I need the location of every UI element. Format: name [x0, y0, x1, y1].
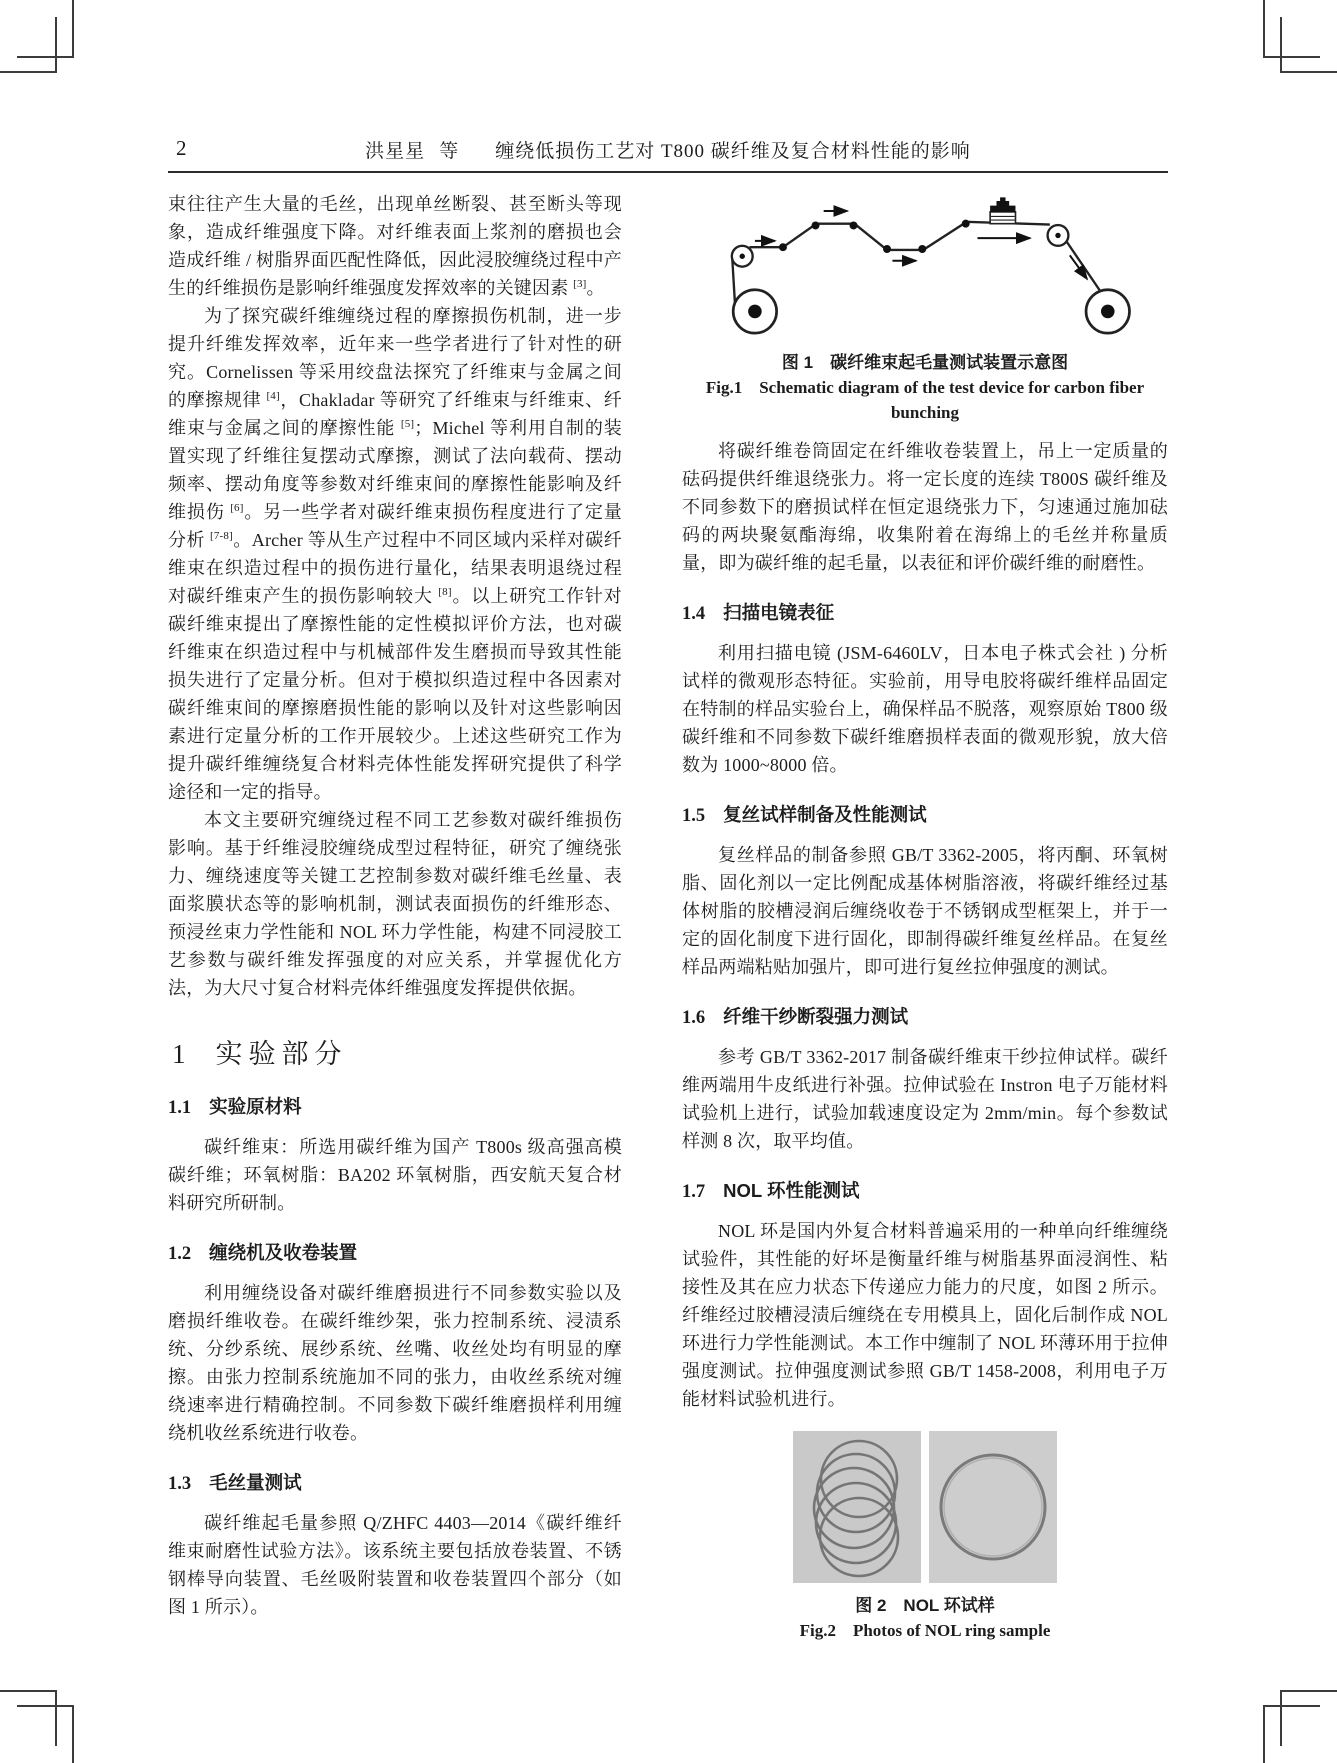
pulley-left-icon: [732, 246, 753, 267]
fig2-caption-cn: 图 2 NOL 环试样: [855, 1596, 995, 1615]
paragraph-intro-2: 为了探究碳纤维缠绕过程的摩擦损伤机制，进一步提升纤维发挥效率，近年来一些学者进行了针对性的研究。Cornelissen 等采用绞盘法探究了纤维束与金属之间的摩擦规律 [4]，Chakladar 等研究了纤维束与纤维束、纤维束与金属之间的摩擦性能 [5]；Michel 等利用自制的装置实现了纤维往复摆动式摩擦，测试了法向载荷、摆动频率、摆动角度等参数对纤维束间的摩擦性能影响及纤维损伤 [6]。另一些学者对碳纤维束损伤程度进行了定量分析 [7-8]。Archer 等从生产过程中不同区域内采样对碳纤维束在织造过程中的损伤进行量化，结果表明退绕过程对碳纤维束产生的损伤影响较大 [8]。以上研究工作针对碳纤维束提出了摩擦性能的定性模拟评价方法，也对碳纤维束在织造过程中与机械部件发生磨损而导致其性能损失进行了定量分析。但对于模拟织造过程中各因素对碳纤维束间的摩擦磨损性能的影响以及针对这些影响因素进行定量分析的工作开展较少。上述这些研究工作为提升碳纤维缠绕复合材料壳体性能发挥研究提供了科学途径和一定的指导。: [168, 306, 622, 802]
figure-1: [682, 192, 1168, 425]
fiber-test-device-diagram: [682, 192, 1168, 344]
spool-right-icon: [1086, 290, 1129, 333]
crop-mark-bottom-left: [0, 1683, 80, 1763]
paragraph-fuzz-test: 将碳纤维卷筒固定在纤维收卷装置上，吊上一定质量的砝码提供纤维退绕张力。将一定长度的连续 T800S 碳纤维及不同参数下的磨损试样在恒定退绕张力下，匀速通过施加砝码的两块聚氨酯海绵，收集附着在海绵上的毛丝并称量质量，即为碳纤维的起毛量，以表征和评价碳纤维的耐磨性。: [682, 441, 1168, 573]
paragraph-1-1: 碳纤维束：所选用碳纤维为国产 T800s 级高强高模碳纤维；环氧树脂：BA202 环氧树脂，西安航天复合材料研究所研制。: [168, 1137, 622, 1213]
nol-rings-stacked-photo: [793, 1431, 921, 1583]
subsection-heading-1-3: 1.3 毛丝量测试: [168, 1472, 302, 1494]
fig2-photos: [682, 1431, 1168, 1583]
paragraph-1-6: 参考 GB/T 3362-2017 制备碳纤维束干纱拉伸试样。碳纤维两端用牛皮纸进行补强。拉伸试验在 Instron 电子万能材料试验机上进行，试验加载速度设定为 2mm/min。每个参数试样测 8 次，取平均值。: [682, 1047, 1168, 1151]
running-paper-title: 缠绕低损伤工艺对 T800 碳纤维及复合材料性能的影响: [495, 141, 971, 162]
section-title: 实验部分: [215, 1039, 348, 1069]
crop-mark-bottom-right: [1257, 1683, 1337, 1763]
subsection-heading-1-7: 1.7 NOL 环性能测试: [682, 1180, 860, 1202]
paragraph-1-3: 碳纤维起毛量参照 Q/ZHFC 4403—2014《碳纤维纤维束耐磨性试验方法》。该系统主要包括放卷装置、不锈钢棒导向装置、毛丝吸附装置和收卷装置四个部分（如图 1 所示）。: [168, 1513, 622, 1617]
paragraph-1-4: 利用扫描电镜 (JSM-6460LV，日本电子株式会社 ) 分析试样的微观形态特征。实验前，用导电胶将碳纤维样品固定在特制的样品实验台上，确保样品不脱落，观察原始 T800 级碳纤维和不同参数下碳纤维磨损样表面的微观形貌，放大倍数为 1000~8000 倍。: [682, 643, 1168, 775]
running-etal: 等: [439, 141, 460, 162]
direction-arrows: [755, 211, 1087, 279]
crop-mark-top-left: [0, 0, 80, 80]
header-rule: [168, 171, 1168, 173]
fig2-caption-en: Fig.2 Photos of NOL ring sample: [799, 1621, 1051, 1640]
paragraph-intro-3: 本文主要研究缠绕过程不同工艺参数对碳纤维损伤影响。基于纤维浸胶缠绕成型过程特征，研究了缠绕张力、缠绕速度等关键工艺控制参数对碳纤维毛丝量、表面浆膜状态等的影响机制，测试表面损伤的纤维形态、预浸丝束力学性能和 NOL 环力学性能，构建不同浸胶工艺参数与碳纤维发挥强度的对应关系，并掌握优化方法，为大尺寸复合材料壳体纤维强度发挥提供依据。: [168, 810, 622, 998]
nol-ring-single-photo: [929, 1431, 1057, 1583]
left-column: [168, 190, 622, 1643]
two-column-body: [168, 190, 1168, 1643]
subsection-heading-1-5: 1.5 复丝试样制备及性能测试: [682, 804, 927, 826]
figure-2: [682, 1431, 1168, 1643]
crop-mark-top-right: [1257, 0, 1337, 80]
subsection-heading-1-4: 1.4 扫描电镜表征: [682, 602, 835, 624]
subsection-heading-1-6: 1.6 纤维干纱断裂强力测试: [682, 1006, 909, 1028]
running-title: [168, 136, 1168, 163]
fig1-caption-cn: 图 1 碳纤维束起毛量测试装置示意图: [781, 353, 1069, 372]
paragraph-1-2: 利用缠绕设备对碳纤维磨损进行不同参数实验以及磨损纤维收卷。在碳纤维纱架，张力控制系统、浸渍系统、分纱系统、展纱系统、丝嘴、收丝处均有明显的摩擦。由张力控制系统施加不同的张力，由收丝系统对缠绕速率进行精确控制。不同参数下碳纤维磨损样利用缠绕机收丝系统进行收卷。: [168, 1283, 622, 1443]
fiber-path: [732, 222, 1100, 304]
fig1-schematic: [682, 192, 1168, 344]
running-author: 洪星星: [365, 141, 426, 162]
weight-sponge-icon: [990, 197, 1015, 223]
paragraph-1-7: NOL 环是国内外复合材料普遍采用的一种单向纤维缠绕试验件，其性能的好坏是衡量纤维与树脂基界面浸润性、粘接性及其在应力状态下传递应力能力的尺度，如图 2 所示。纤维经过胶槽浸渍后缠绕在专用模具上，固化后制作成 NOL 环进行力学性能测试。本工作中缠制了 NOL 环薄环用于拉伸强度测试。拉伸强度测试参照 GB/T 1458-2008，利用电子万能材料试验机进行。: [682, 1221, 1168, 1409]
page-number: 2: [176, 136, 187, 160]
right-column: [682, 190, 1168, 1643]
subsection-heading-1-1: 1.1 实验原材料: [168, 1096, 302, 1118]
spool-left-icon: [733, 290, 776, 333]
paragraph-1-5: 复丝样品的制备参照 GB/T 3362-2005，将丙酮、环氧树脂、固化剂以一定比例配成基体树脂溶液，将碳纤维经过基体树脂的胶槽浸润后缠绕收卷于不锈钢成型框架上，并于一定的固化制度下进行固化，即制得碳纤维复丝样品。在复丝样品两端粘贴加强片，即可进行复丝拉伸强度的测试。: [682, 845, 1168, 977]
fig1-caption-en: Fig.1 Schematic diagram of the test device for carbon fiber bunching: [705, 378, 1145, 422]
page-header: [168, 134, 1168, 164]
section-heading-experiment: [172, 1032, 622, 1071]
section-number: 1: [172, 1039, 186, 1069]
guide-pins: [779, 220, 970, 253]
subsection-heading-1-2: 1.2 缠绕机及收卷装置: [168, 1242, 358, 1264]
pulley-right-icon: [1048, 225, 1069, 246]
paragraph-intro-1: 束往往产生大量的毛丝，出现单丝断裂、甚至断头等现象，造成纤维强度下降。对纤维表面上浆剂的磨损也会造成纤维 / 树脂界面匹配性降低，因此浸胶缠绕过程中产生的纤维损伤是影响纤维强度发挥效率的关键因素 [3]。: [168, 194, 622, 298]
